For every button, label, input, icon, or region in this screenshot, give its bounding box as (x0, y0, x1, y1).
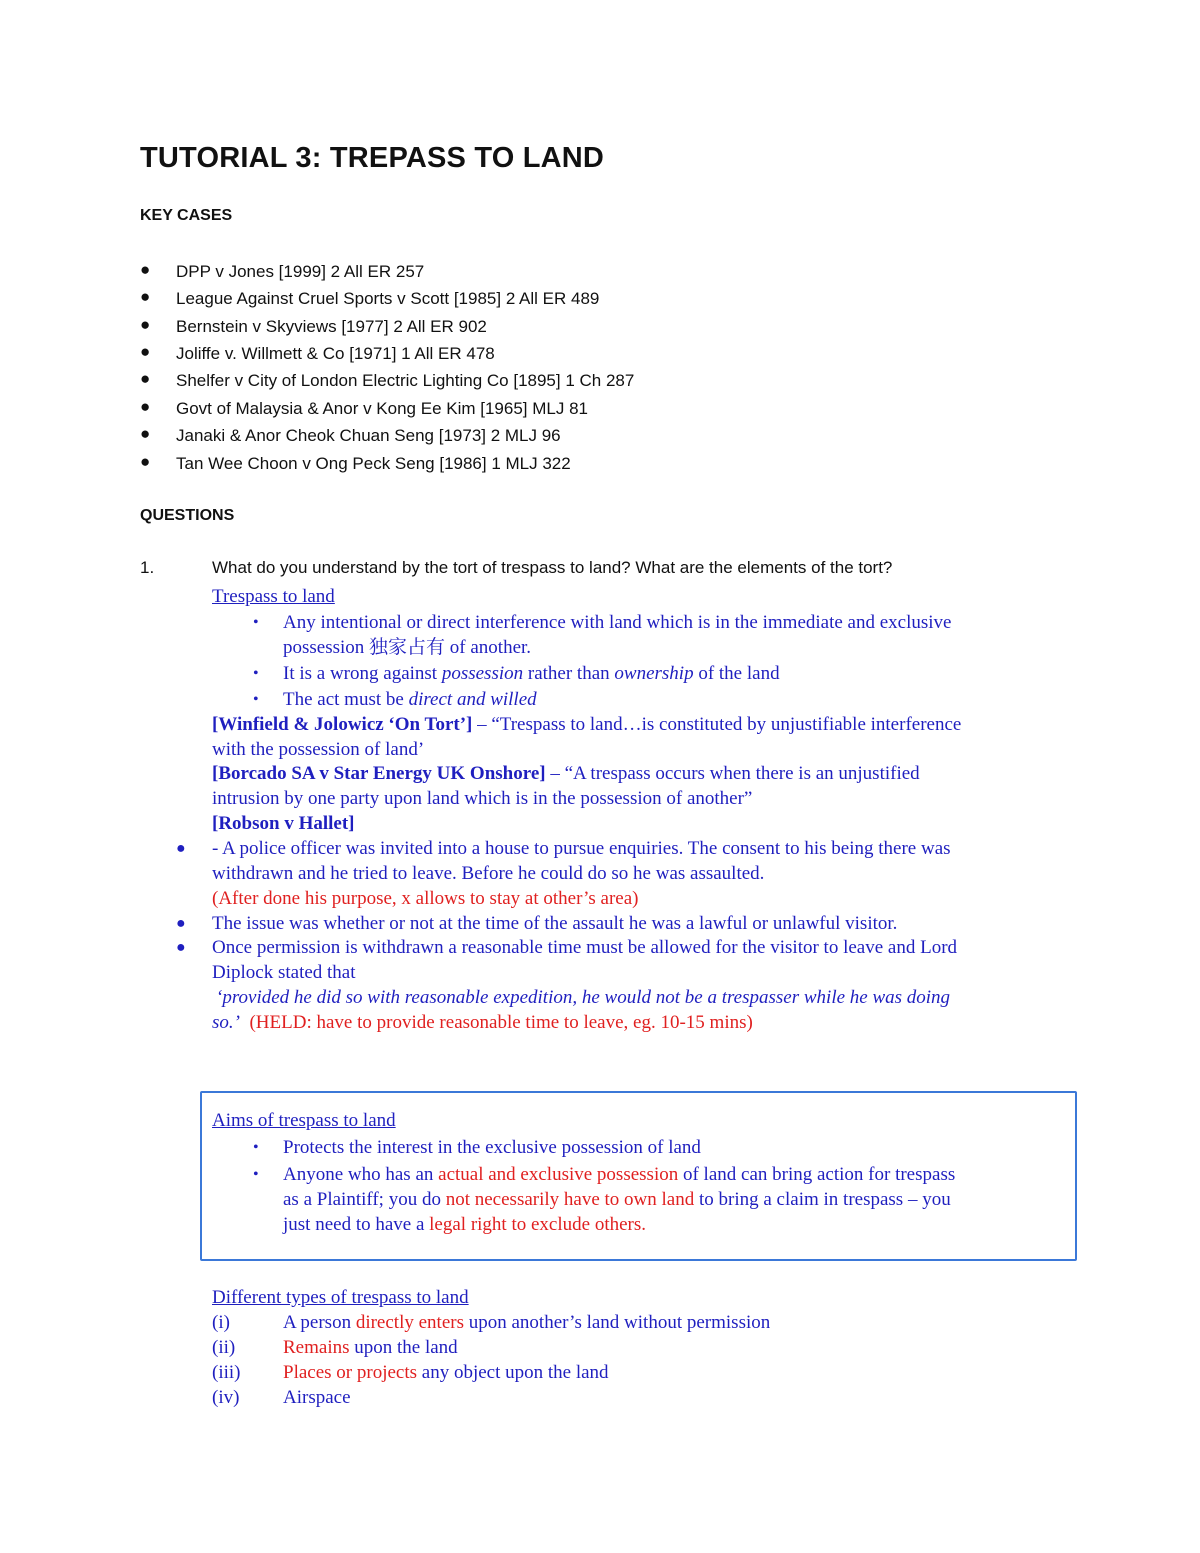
borcado-quote: [Borcado SA v Star Energy UK Onshore] – “A trespass occurs when there is an unjustified (212, 763, 920, 784)
aims-heading: Aims of trespass to land (212, 1110, 396, 1131)
borcado-quote-line: intrusion by one party upon land which is in the possession of another” (212, 788, 753, 809)
case-citation: Tan Wee Choon v Ong Peck Seng [1986] 1 MLJ 322 (176, 454, 571, 473)
case-citation: [Borcado SA v Star Energy UK Onshore] (212, 763, 546, 784)
definition-line: possession 独家占有 of another. (283, 637, 532, 658)
case-citation: Joliffe v. Willmett & Co [1971] 1 All ER 478 (176, 344, 495, 363)
robson-line: Once permission is withdrawn a reasonable time must be allowed for the visitor to leave and Lord (212, 937, 958, 958)
aims-line: Protects the interest in the exclusive possession of land (283, 1137, 701, 1158)
bullet-icon: ● (140, 315, 151, 334)
bullet-icon: ● (140, 424, 151, 443)
robson-line: Diplock stated that (212, 962, 356, 983)
case-citation: DPP v Jones [1999] 2 All ER 257 (176, 262, 425, 281)
bullet-icon: ● (140, 287, 151, 306)
bullet-icon: • (253, 691, 259, 708)
definition-line: It is a wrong against possession rather than ownership of the land (283, 663, 780, 684)
robson-line: - A police officer was invited into a house to pursue enquiries. The consent to his being there was (212, 838, 951, 859)
diplock-quote: ‘provided he did so with reasonable expedition, he would not be a trespasser while he was doing (216, 987, 951, 1008)
robson-note: (After done his purpose, x allows to stay at other’s area) (212, 888, 639, 909)
bullet-icon: ● (140, 369, 151, 388)
bullet-icon: • (253, 1139, 259, 1156)
type-item: Airspace (283, 1387, 351, 1408)
case-citation: [Winfield & Jolowicz ‘On Tort’] (212, 714, 473, 735)
diplock-quote-end: so.’ (HELD: have to provide reasonable time to leave, eg. 10-15 mins) (212, 1012, 753, 1033)
definition-line: Any intentional or direct interference with land which is in the immediate and exclusive (283, 612, 952, 633)
type-item: Remains upon the land (283, 1337, 458, 1358)
robson-line: withdrawn and he tried to leave. Before he could do so he was assaulted. (212, 863, 765, 884)
types-heading: Different types of trespass to land (212, 1287, 469, 1308)
bullet-icon: ● (140, 260, 151, 279)
case-citation: Janaki & Anor Cheok Chuan Seng [1973] 2 MLJ 96 (176, 426, 561, 445)
bullet-icon: ● (176, 915, 186, 932)
winfield-quote: [Winfield & Jolowicz ‘On Tort’] – “Trespass to land…is constituted by unjustifiable interference (212, 714, 962, 735)
type-number: (ii) (212, 1337, 236, 1358)
case-citation: Bernstein v Skyviews [1977] 2 All ER 902 (176, 317, 487, 336)
bullet-icon: ● (140, 342, 151, 361)
page-title: TUTORIAL 3: TREPASS TO LAND (140, 142, 605, 174)
held-note: (HELD: have to provide reasonable time to leave, eg. 10-15 mins) (249, 1012, 753, 1033)
bullet-icon: ● (140, 397, 151, 416)
bullet-icon: ● (176, 939, 186, 956)
definition-line: The act must be direct and willed (283, 689, 537, 710)
case-citation: Shelfer v City of London Electric Lighting Co [1895] 1 Ch 287 (176, 371, 635, 390)
aims-line: as a Plaintiff; you do not necessarily have to own land to bring a claim in trespass – you (283, 1189, 951, 1210)
case-citation: Govt of Malaysia & Anor v Kong Ee Kim [1965] MLJ 81 (176, 399, 588, 418)
robson-line: The issue was whether or not at the time of the assault he was a lawful or unlawful visitor. (212, 913, 898, 934)
question-text: What do you understand by the tort of trespass to land? What are the elements of the tort? (212, 558, 893, 577)
question-number: 1. (140, 558, 155, 577)
questions-heading: QUESTIONS (140, 507, 235, 524)
type-number: (i) (212, 1312, 230, 1333)
bullet-icon: ● (176, 840, 186, 857)
aims-line: Anyone who has an actual and exclusive possession of land can bring action for trespass (283, 1164, 956, 1185)
type-item: A person directly enters upon another’s land without permission (283, 1312, 771, 1333)
type-item: Places or projects any object upon the land (283, 1362, 609, 1383)
aims-line: just need to have a legal right to exclude others. (283, 1214, 647, 1235)
type-number: (iv) (212, 1387, 240, 1408)
case-citation: [Robson v Hallet] (212, 813, 355, 834)
case-citation: League Against Cruel Sports v Scott [1985] 2 All ER 489 (176, 289, 600, 308)
type-number: (iii) (212, 1362, 241, 1383)
trespass-heading: Trespass to land (212, 586, 335, 607)
bullet-icon: • (253, 1166, 259, 1183)
bullet-icon: ● (140, 452, 151, 471)
bullet-icon: • (253, 614, 259, 631)
winfield-quote-line: with the possession of land’ (212, 739, 425, 760)
bullet-icon: • (253, 665, 259, 682)
key-cases-heading: KEY CASES (140, 207, 233, 224)
